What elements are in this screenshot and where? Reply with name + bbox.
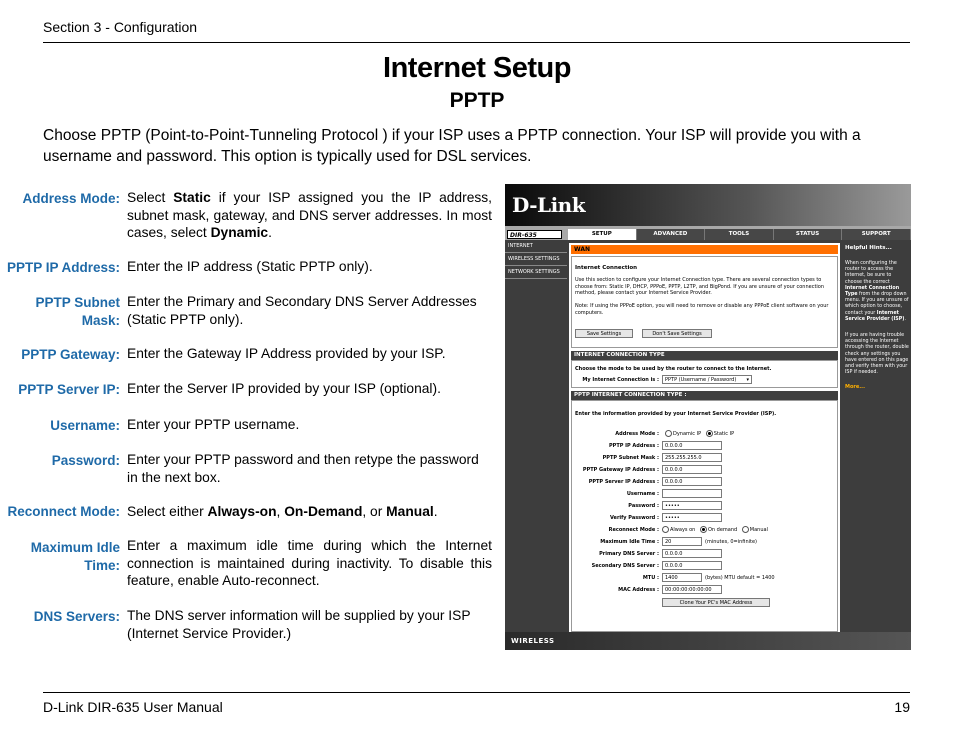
tab-support[interactable]: SUPPORT xyxy=(842,229,911,240)
idle-time-input[interactable]: 20 xyxy=(662,537,702,546)
mtu-input[interactable]: 1400 xyxy=(662,573,702,582)
field-description: The DNS server information will be supplied by your ISP (Internet Service Provider.) xyxy=(127,608,471,641)
on-demand-radio[interactable] xyxy=(700,526,707,533)
form-label: PPTP IP Address : xyxy=(609,443,659,449)
hints-title: Helpful Hints... xyxy=(845,245,892,251)
ic-title: Internet Connection xyxy=(575,265,638,271)
model-badge: DIR-635 xyxy=(507,230,562,239)
mtu-unit: (bytes) MTU default = 1400 xyxy=(705,575,775,581)
field-label: Maximum Idle Time: xyxy=(30,540,120,573)
footer-manual: D-Link DIR-635 User Manual xyxy=(43,699,223,715)
pptp-server-input[interactable]: 0.0.0.0 xyxy=(662,477,722,486)
pptp-box xyxy=(571,400,838,632)
verify-password-input[interactable]: ••••• xyxy=(662,513,722,522)
ict-text: Choose the mode to be used by the router to connect to the Internet. xyxy=(575,366,772,372)
field-description: Enter the IP address (Static PPTP only). xyxy=(127,259,373,274)
field-description: Enter the Gateway IP Address provided by your ISP. xyxy=(127,346,446,361)
field-description: Enter your PPTP username. xyxy=(127,417,300,432)
intro-text: Choose PPTP (Point-to-Point-Tunneling Protocol ) if your ISP uses a PPTP connection. Your ISP will provide you with a username and password. This option is typically used for DSL services. xyxy=(43,127,861,165)
sidebar-item-internet[interactable]: INTERNET xyxy=(505,240,567,253)
wireless-label: WIRELESS xyxy=(511,637,555,645)
field-label: PPTP Gateway: xyxy=(21,347,120,362)
dlink-logo: D-Link xyxy=(512,193,586,217)
sidebar-item-network[interactable]: NETWORK SETTINGS xyxy=(505,266,567,279)
primary-dns-input[interactable]: 0.0.0.0 xyxy=(662,549,722,558)
form-label: PPTP Subnet Mask : xyxy=(602,455,659,461)
wan-bar: WAN xyxy=(571,245,838,254)
field-description: Select Static if your ISP assigned you the IP address, subnet mask, gateway, and DNS server addresses. In most cases, select Dynamic. xyxy=(127,190,492,240)
ict-bar: INTERNET CONNECTION TYPE xyxy=(571,351,838,360)
dont-save-button[interactable]: Don't Save Settings xyxy=(642,329,712,338)
more-link[interactable]: More... xyxy=(845,384,865,390)
pptp-ip-input[interactable]: 0.0.0.0 xyxy=(662,441,722,450)
dynamic-radio[interactable] xyxy=(665,430,672,437)
router-header xyxy=(505,184,911,226)
pptp-bar: PPTP INTERNET CONNECTION TYPE : xyxy=(571,391,838,400)
form-label: PPTP Gateway IP Address : xyxy=(582,467,659,473)
tab-setup[interactable]: SETUP xyxy=(568,229,637,240)
save-settings-button[interactable]: Save Settings xyxy=(575,329,633,338)
idle-unit: (minutes, 0=infinite) xyxy=(705,539,757,545)
router-tabs xyxy=(568,229,911,240)
hints-text-2: If you are having trouble accessing the Internet through the router, double check any settings you have entered on this page and verify them with your ISP if needed. xyxy=(845,333,909,376)
static-radio[interactable] xyxy=(706,430,713,437)
field-description: Enter a maximum idle time during which the Internet connection is maintained during inactivity. To disable this feature, enable Auto-reconnect. xyxy=(127,538,492,588)
secondary-dns-input[interactable]: 0.0.0.0 xyxy=(662,561,722,570)
field-label: DNS Servers: xyxy=(33,609,120,624)
field-label: Reconnect Mode: xyxy=(7,504,120,519)
tab-tools[interactable]: TOOLS xyxy=(705,229,774,240)
page-title: Internet Setup xyxy=(383,52,571,84)
ic-text: Use this section to configure your Internet Connection type. There are several connection types to choose from: Static IP, DHCP, PPPoE, PPTP, L2TP, and BigPond. If you are unsure of your connection method, please contact your Internet Service Provider. xyxy=(575,277,825,296)
mac-input[interactable]: 00:00:00:00:00:00 xyxy=(662,585,722,594)
form-label: PPTP Server IP Address : xyxy=(588,479,659,485)
field-label: PPTP Server IP: xyxy=(18,382,120,397)
address-mode-label: Address Mode : xyxy=(615,431,659,437)
tab-advanced[interactable]: ADVANCED xyxy=(637,229,706,240)
pptp-gateway-input[interactable]: 0.0.0.0 xyxy=(662,465,722,474)
router-screenshot xyxy=(505,184,911,650)
field-label: PPTP Subnet Mask: xyxy=(35,295,120,328)
form-label: Username : xyxy=(626,491,659,497)
dns1-label: Primary DNS Server : xyxy=(599,551,659,557)
header-rule xyxy=(43,42,910,43)
username-input[interactable] xyxy=(662,489,722,498)
form-label: Password : xyxy=(628,503,659,509)
pptp-subnet-input[interactable]: 255.255.255.0 xyxy=(662,453,722,462)
tab-status[interactable]: STATUS xyxy=(774,229,843,240)
field-label: PPTP IP Address: xyxy=(6,260,120,275)
reconnect-radios: Always on On demand Manual xyxy=(662,526,768,534)
page-subtitle: PPTP xyxy=(449,89,505,112)
ic-note: Note: If using the PPPoE option, you will need to remove or disable any PPPoE client software on your computers. xyxy=(575,303,829,316)
address-mode-radios: Dynamic IP Static IP xyxy=(665,430,734,438)
sidebar-item-wireless[interactable]: WIRELESS SETTINGS xyxy=(505,253,567,266)
mtu-label: MTU : xyxy=(642,575,659,581)
always-on-radio[interactable] xyxy=(662,526,669,533)
idle-label: Maximum Idle Time : xyxy=(600,539,659,545)
router-main xyxy=(569,243,840,632)
ict-box xyxy=(571,360,838,388)
reconnect-label: Reconnect Mode : xyxy=(608,527,659,533)
field-description: Enter the Primary and Secondary DNS Server Addresses (Static PPTP only). xyxy=(127,294,477,327)
section-header: Section 3 - Configuration xyxy=(43,19,198,35)
password-input[interactable]: ••••• xyxy=(662,501,722,510)
helpful-hints-panel xyxy=(842,243,911,632)
field-description: Enter your PPTP password and then retype the password in the next box. xyxy=(127,452,479,485)
hints-text-1: When configuring the router to access the Internet, be sure to choose the correct Internet Connection Type from the drop down menu. If you are unsure of which option to choose, contact your Internet Service Provider (ISP). xyxy=(845,261,909,322)
pptp-text: Enter the information provided by your Internet Service Provider (ISP). xyxy=(575,411,777,417)
wireless-footer xyxy=(505,632,911,650)
router-sidebar xyxy=(505,240,567,279)
chevron-down-icon: ▾ xyxy=(746,377,749,383)
clone-mac-button[interactable]: Clone Your PC's MAC Address xyxy=(662,598,770,607)
my-conn-label: My Internet Connection is : xyxy=(582,377,659,383)
internet-connection-box xyxy=(571,256,838,348)
field-description: Select either Always-on, On-Demand, or Manual. xyxy=(127,504,438,519)
connection-type-select[interactable]: PPTP (Username / Password) ▾ xyxy=(662,375,752,384)
field-label: Username: xyxy=(50,418,120,433)
mac-label: MAC Address : xyxy=(618,587,659,593)
field-label: Password: xyxy=(51,453,120,468)
dns2-label: Secondary DNS Server : xyxy=(591,563,659,569)
footer-rule xyxy=(43,692,910,693)
field-label: Address Mode: xyxy=(22,191,120,206)
field-description: Enter the Server IP provided by your ISP (optional). xyxy=(127,381,441,396)
page-number: 19 xyxy=(894,699,910,715)
form-label: Verify Password : xyxy=(609,515,659,521)
manual-radio[interactable] xyxy=(742,526,749,533)
